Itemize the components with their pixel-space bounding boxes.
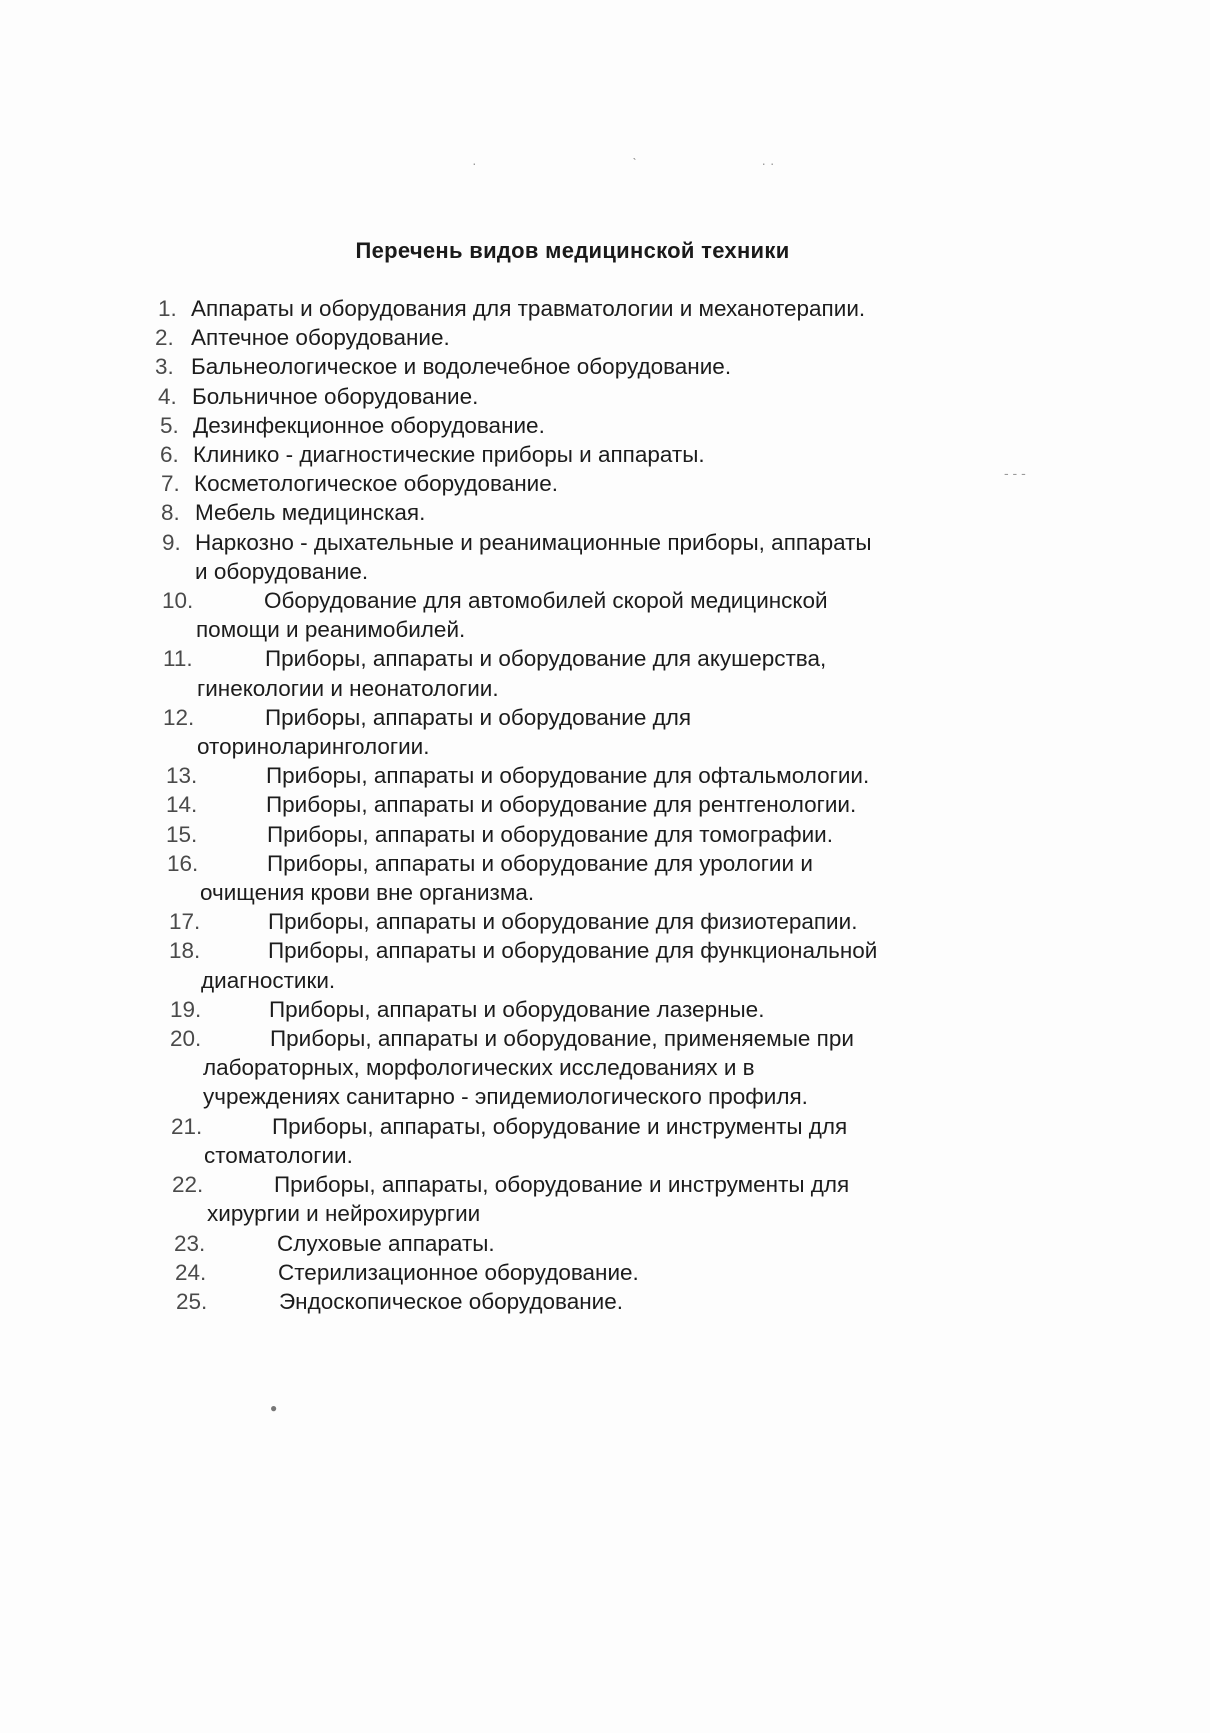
list-item — [0, 1024, 1210, 1112]
list-item-text: Бальнеологическое и водолечебное оборудование. — [191, 354, 732, 380]
list-item-number: 2. — [155, 325, 174, 351]
list-item-number: 17. — [169, 909, 201, 935]
list-item-text: Приборы, аппараты, оборудование и инструменты для — [274, 1172, 850, 1198]
scan-speck: · ˋ · · — [472, 155, 775, 171]
list-item-number: 23. — [174, 1230, 206, 1256]
list-item — [0, 790, 1210, 819]
list-item-text-continued: стоматологии. — [204, 1142, 353, 1168]
list-item — [0, 703, 1210, 761]
list-item-number: 1. — [158, 296, 177, 321]
list-item-number: 3. — [155, 354, 174, 380]
list-item — [0, 382, 1210, 411]
list-item-number: 18. — [169, 938, 201, 964]
list-item — [0, 936, 1210, 994]
list-item-number: 4. — [158, 383, 177, 409]
list-item-text: Наркозно - дыхательные и реанимационные приборы, аппараты — [195, 529, 872, 555]
list-item-number: 24. — [175, 1259, 207, 1285]
list-item — [0, 761, 1210, 790]
list-item-number: 16. — [167, 850, 199, 876]
list-item-text: Оборудование для автомобилей скорой медицинской — [264, 588, 828, 614]
list-item — [0, 820, 1210, 849]
list-item-text: Слуховые аппараты. — [277, 1230, 495, 1256]
list-item-number: 6. — [160, 442, 179, 468]
list-item-number: 20. — [170, 1026, 202, 1052]
list-item-number: 15. — [166, 821, 198, 847]
list-item-number: 10. — [162, 588, 194, 614]
scan-speck: - - - — [1004, 465, 1026, 481]
list-item — [0, 440, 1210, 469]
list-item-number: 22. — [172, 1172, 204, 1198]
list-item-text: Дезинфекционное оборудование. — [193, 412, 545, 438]
document-title: Перечень видов медицинской техники — [355, 238, 790, 263]
scan-speck: ● — [270, 1401, 278, 1415]
list-item-text-continued: оториноларингологии. — [197, 734, 430, 760]
list-item — [0, 849, 1210, 907]
list-item — [0, 995, 1210, 1024]
list-item-number: 11. — [163, 646, 193, 672]
list-item — [0, 352, 1210, 381]
list-item — [0, 1258, 1210, 1287]
list-item-text: Эндоскопическое оборудование. — [279, 1288, 624, 1314]
list-item-text: Приборы, аппараты и оборудование для — [265, 704, 692, 730]
list-item-text-continued: хирургии и нейрохирургии — [207, 1201, 481, 1227]
list-item-text: Клинико - диагностические приборы и аппараты. — [193, 442, 705, 468]
list-item-text: Приборы, аппараты и оборудование для рентгенологии. — [266, 792, 857, 818]
list-item — [0, 411, 1210, 440]
list-item-text: Приборы, аппараты и оборудование лазерные. — [269, 996, 765, 1022]
list-item-number: 12. — [163, 704, 195, 730]
list-item-text-continued: очищения крови вне организма. — [200, 880, 535, 906]
list-item-text-continued: диагностики. — [201, 967, 336, 993]
list-item — [0, 1170, 1210, 1228]
list-item-text: Приборы, аппараты и оборудование для урологии и — [267, 850, 813, 876]
list-item-number: 19. — [170, 996, 202, 1022]
list-item — [0, 586, 1210, 644]
list-item — [0, 498, 1210, 527]
list-item-text: Приборы, аппараты и оборудование для функциональной — [268, 938, 878, 964]
list-item-text-continued: гинекологии и неонатологии. — [197, 675, 499, 701]
list-item-text: Больничное оборудование. — [192, 383, 479, 409]
list-item-text: Приборы, аппараты и оборудование для томографии. — [267, 821, 833, 847]
list-item-text: Приборы, аппараты, оборудование и инструменты для — [272, 1113, 848, 1139]
list-item-text: Стерилизационное оборудование. — [278, 1259, 639, 1285]
list-item-number: 9. — [162, 529, 181, 555]
list-item — [0, 1112, 1210, 1170]
list-item-number: 8. — [161, 500, 180, 526]
list-item-text: Косметологическое оборудование. — [194, 471, 558, 497]
list-item-text-continued: и оборудование. — [195, 558, 369, 584]
list-item-number: 21. — [171, 1113, 203, 1139]
list-item-text-continued: лабораторных, морфологических исследованиях и в — [203, 1055, 755, 1081]
list-item — [0, 469, 1210, 498]
list-item-text: Аптечное оборудование. — [191, 325, 450, 351]
list-item — [0, 907, 1210, 936]
list-item — [0, 294, 1210, 323]
list-item-text-continued: помощи и реанимобилей. — [196, 617, 466, 643]
list-item — [0, 1229, 1210, 1258]
list-item-number: 14. — [166, 792, 198, 818]
list-item-text: Приборы, аппараты и оборудование, применяемые при — [270, 1026, 854, 1052]
equipment-list — [0, 294, 1210, 1316]
list-item — [0, 323, 1210, 352]
list-item-text-continued: учреждениях санитарно - эпидемиологического профиля. — [203, 1084, 808, 1110]
list-item-number: 13. — [166, 763, 198, 789]
list-item-text: Приборы, аппараты и оборудование для физиотерапии. — [268, 909, 858, 935]
list-item-number: 5. — [160, 412, 179, 438]
list-item — [0, 1287, 1210, 1316]
list-item — [0, 644, 1210, 702]
list-item-text: Приборы, аппараты и оборудование для акушерства, — [265, 646, 827, 672]
list-item-text: Аппараты и оборудования для травматологии и механотерапии. — [191, 296, 866, 321]
list-item-text: Приборы, аппараты и оборудование для офтальмологии. — [266, 763, 870, 789]
list-item-number: 7. — [161, 471, 180, 497]
list-item — [0, 528, 1210, 586]
list-item-text: Мебель медицинская. — [195, 500, 426, 526]
list-item-number: 25. — [176, 1288, 208, 1314]
